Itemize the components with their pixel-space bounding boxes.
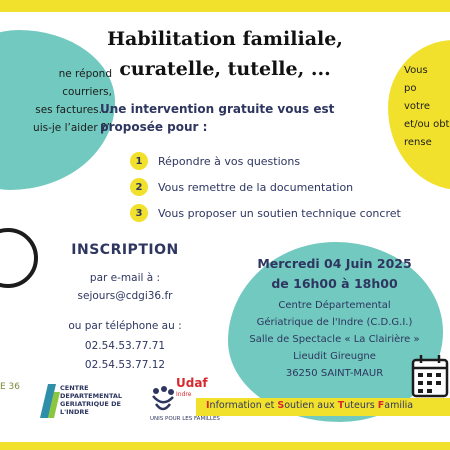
footer-tagline: Information et Soutien aux Tuteurs Familia	[206, 400, 414, 411]
calendar-icon	[410, 352, 450, 400]
udaf-family-icon	[150, 386, 176, 416]
phone-number-2[interactable]: 02.54.53.77.12	[84, 359, 166, 371]
cdgi-logo: CENTRE DEPARTEMENTAL GERIATRIQUE DE L'INDRE	[36, 378, 141, 420]
services-list	[130, 148, 401, 226]
number-badge: 3	[130, 204, 148, 222]
right-bubble-text: Vous po votre et/ou obt rense	[404, 65, 450, 148]
bottom-yellow-bar	[0, 442, 450, 450]
cd36-logo: E 36	[0, 382, 20, 392]
phone-number-1[interactable]: 02.54.53.77.71	[84, 340, 166, 352]
number-badge: 2	[130, 178, 148, 196]
list-item: 1 Répondre à vos questions	[130, 148, 401, 174]
list-item: 2 Vous remettre de la documentation	[130, 174, 401, 200]
number-badge: 1	[130, 152, 148, 170]
email-label: par e-mail à :	[89, 272, 161, 284]
event-date: Mercredi 04 Juin 2025 de 16h00 à 18h00	[257, 256, 412, 291]
event-location: Centre Départemental Gériatrique de l'Indre (C.D.G.I.) Salle de Spectacle « La Clairière » Lieudit Gireugne 36250 SAINT-MAUR	[249, 300, 420, 379]
decorative-ring-icon	[0, 228, 38, 288]
top-yellow-bar	[0, 0, 450, 12]
inscription-title: INSCRIPTION	[71, 242, 179, 258]
cdgi-emblem-icon	[36, 378, 62, 420]
page-title: Habilitation familiale, curatelle, tutelle, ...	[107, 28, 343, 80]
udaf-logo: Udaf Indre UNIS POUR LES FAMILLES	[150, 376, 220, 422]
email-link[interactable]: sejours@cdgi36.fr	[77, 290, 173, 302]
phone-label: ou par téléphone au :	[68, 320, 182, 332]
list-item: 3 Vous proposer un soutien technique concret	[130, 200, 401, 226]
left-bubble-text: ne répond courriers, ses factures.... uis-je l’aider ?”	[33, 68, 112, 134]
intro-text: Une intervention gratuite vous est proposée pour :	[100, 102, 335, 134]
